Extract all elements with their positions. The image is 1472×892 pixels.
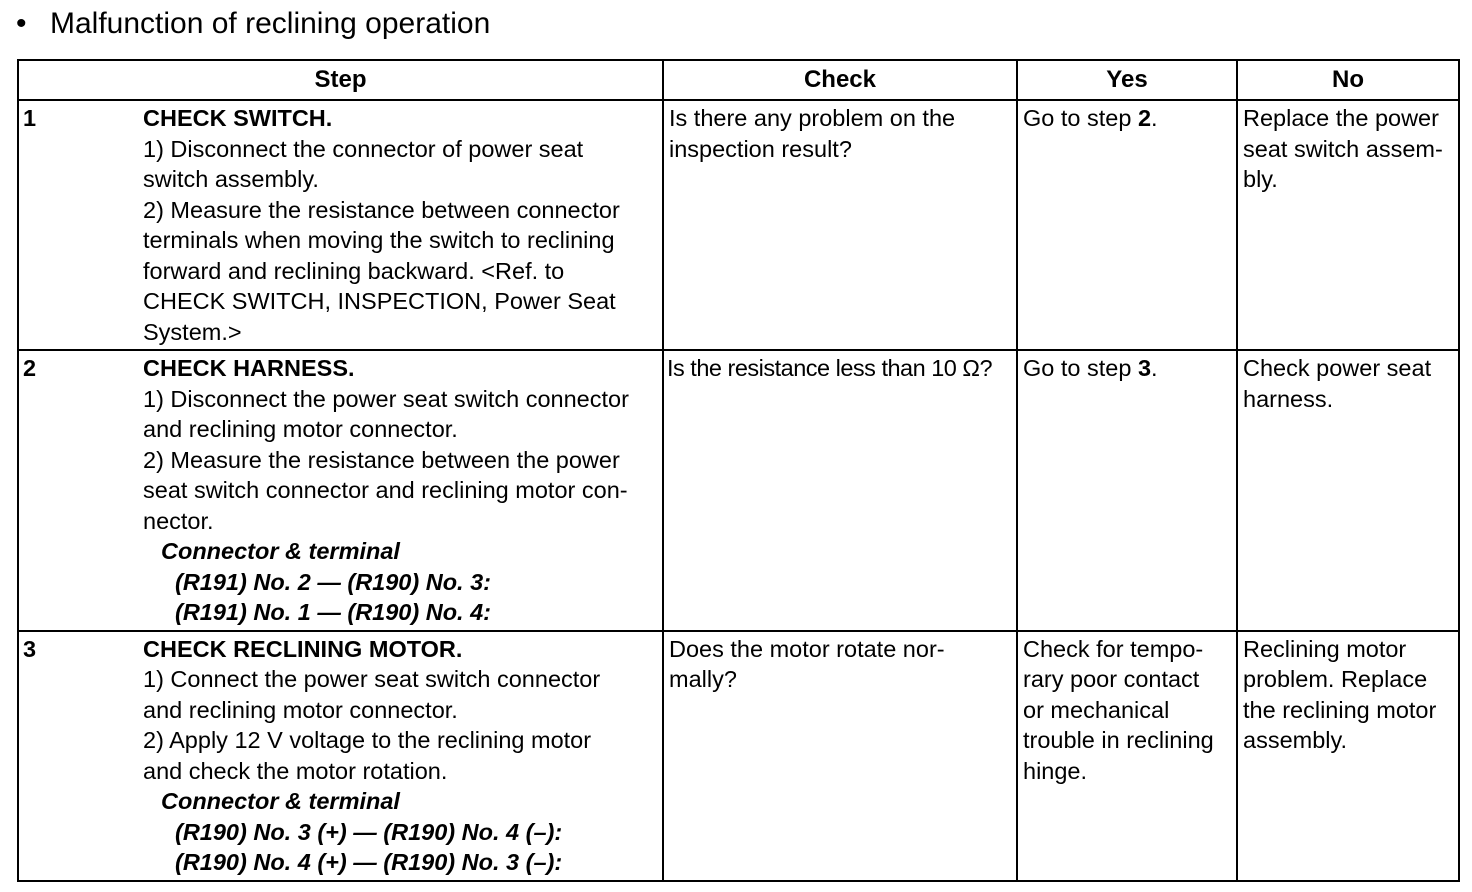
section-heading bbox=[16, 6, 490, 42]
step-cell bbox=[18, 350, 663, 631]
yes-line: Check for tempo- bbox=[1023, 635, 1204, 662]
yes-step-ref: 2 bbox=[1137, 105, 1152, 131]
check-line: inspection result? bbox=[669, 135, 852, 162]
step-line: and check the motor rotation. bbox=[143, 757, 448, 784]
no-line: Check power seat bbox=[1243, 355, 1432, 381]
step-line: seat switch connector and reclining motor con- bbox=[143, 477, 628, 503]
step-body bbox=[143, 103, 658, 347]
yes-line: trouble in reclining bbox=[1023, 727, 1214, 753]
yes-cell bbox=[1017, 350, 1237, 631]
header-step: Step bbox=[18, 60, 663, 100]
connector-title: Connector & terminal bbox=[161, 788, 400, 814]
connector-line: (R190) No. 4 (+) — (R190) No. 3 (–): bbox=[175, 849, 563, 875]
no-line: Reclining motor bbox=[1243, 635, 1407, 662]
connector-line: (R191) No. 2 — (R190) No. 3: bbox=[175, 568, 492, 595]
step-line: 1) Connect the power seat switch connector bbox=[143, 666, 601, 692]
step-line: terminals when moving the switch to reclining bbox=[143, 227, 615, 253]
check-line: Is the resistance less than 10 Ω? bbox=[667, 355, 993, 381]
no-cell bbox=[1237, 350, 1459, 631]
step-title: CHECK SWITCH. bbox=[143, 105, 333, 131]
check-line: Does the motor rotate nor- bbox=[669, 635, 945, 662]
yes-line: rary poor contact bbox=[1023, 666, 1200, 692]
table-row bbox=[18, 631, 1459, 881]
no-line: Replace the power bbox=[1243, 105, 1439, 131]
step-body bbox=[143, 353, 658, 628]
yes-suffix: . bbox=[1151, 105, 1158, 131]
step-line: 1) Disconnect the power seat switch connector bbox=[143, 385, 629, 412]
yes-step-ref: 3 bbox=[1137, 355, 1152, 381]
no-cell bbox=[1237, 631, 1459, 881]
yes-prefix: Go to step bbox=[1023, 355, 1138, 381]
yes-cell bbox=[1017, 100, 1237, 350]
step-line: switch assembly. bbox=[143, 166, 319, 192]
check-cell bbox=[663, 631, 1017, 881]
step-line: CHECK SWITCH, INSPECTION, Power Seat bbox=[143, 288, 616, 314]
step-number: 2 bbox=[23, 355, 37, 381]
check-line: mally? bbox=[669, 666, 737, 692]
connector-line: (R191) No. 1 — (R190) No. 4: bbox=[175, 599, 492, 625]
table-row bbox=[18, 100, 1459, 350]
step-line: nector. bbox=[143, 507, 214, 534]
step-line: 2) Measure the resistance between connector bbox=[143, 196, 620, 223]
header-check: Check bbox=[663, 60, 1017, 100]
yes-suffix: . bbox=[1151, 355, 1158, 381]
diagnostic-table bbox=[17, 59, 1460, 882]
yes-line: or mechanical bbox=[1023, 696, 1170, 723]
no-line: the reclining motor bbox=[1243, 696, 1437, 723]
yes-line: hinge. bbox=[1023, 757, 1088, 784]
yes-prefix: Go to step bbox=[1023, 105, 1138, 131]
no-cell bbox=[1237, 100, 1459, 350]
step-body bbox=[143, 634, 658, 878]
table-row bbox=[18, 350, 1459, 631]
step-title: CHECK HARNESS. bbox=[143, 355, 355, 381]
yes-cell bbox=[1017, 631, 1237, 881]
section-heading-text: Malfunction of reclining operation bbox=[50, 7, 491, 40]
header-no: No bbox=[1237, 60, 1459, 100]
step-line: 2) Apply 12 V voltage to the reclining motor bbox=[143, 727, 592, 753]
step-line: 2) Measure the resistance between the power bbox=[143, 446, 620, 473]
no-line: bly. bbox=[1243, 166, 1278, 192]
connector-line: (R190) No. 3 (+) — (R190) No. 4 (–): bbox=[175, 818, 563, 845]
check-cell bbox=[663, 100, 1017, 350]
step-number: 1 bbox=[23, 105, 37, 131]
table-header-row bbox=[18, 60, 1459, 100]
no-line: assembly. bbox=[1243, 727, 1348, 753]
step-line: 1) Disconnect the connector of power seat bbox=[143, 135, 584, 162]
header-yes: Yes bbox=[1017, 60, 1237, 100]
check-cell bbox=[663, 350, 1017, 631]
check-line: Is there any problem on the bbox=[669, 105, 956, 131]
step-line: and reclining motor connector. bbox=[143, 416, 458, 442]
connector-title: Connector & terminal bbox=[161, 538, 400, 564]
no-line: problem. Replace bbox=[1243, 666, 1428, 692]
step-line: System.> bbox=[143, 318, 242, 345]
step-cell bbox=[18, 100, 663, 350]
step-number: 3 bbox=[23, 635, 37, 662]
no-line: seat switch assem- bbox=[1243, 135, 1443, 162]
step-cell bbox=[18, 631, 663, 881]
bullet-icon: • bbox=[16, 7, 27, 40]
step-line: forward and reclining backward. <Ref. to bbox=[143, 257, 565, 284]
no-line: harness. bbox=[1243, 385, 1334, 412]
step-line: and reclining motor connector. bbox=[143, 696, 458, 723]
step-title: CHECK RECLINING MOTOR. bbox=[143, 635, 463, 662]
